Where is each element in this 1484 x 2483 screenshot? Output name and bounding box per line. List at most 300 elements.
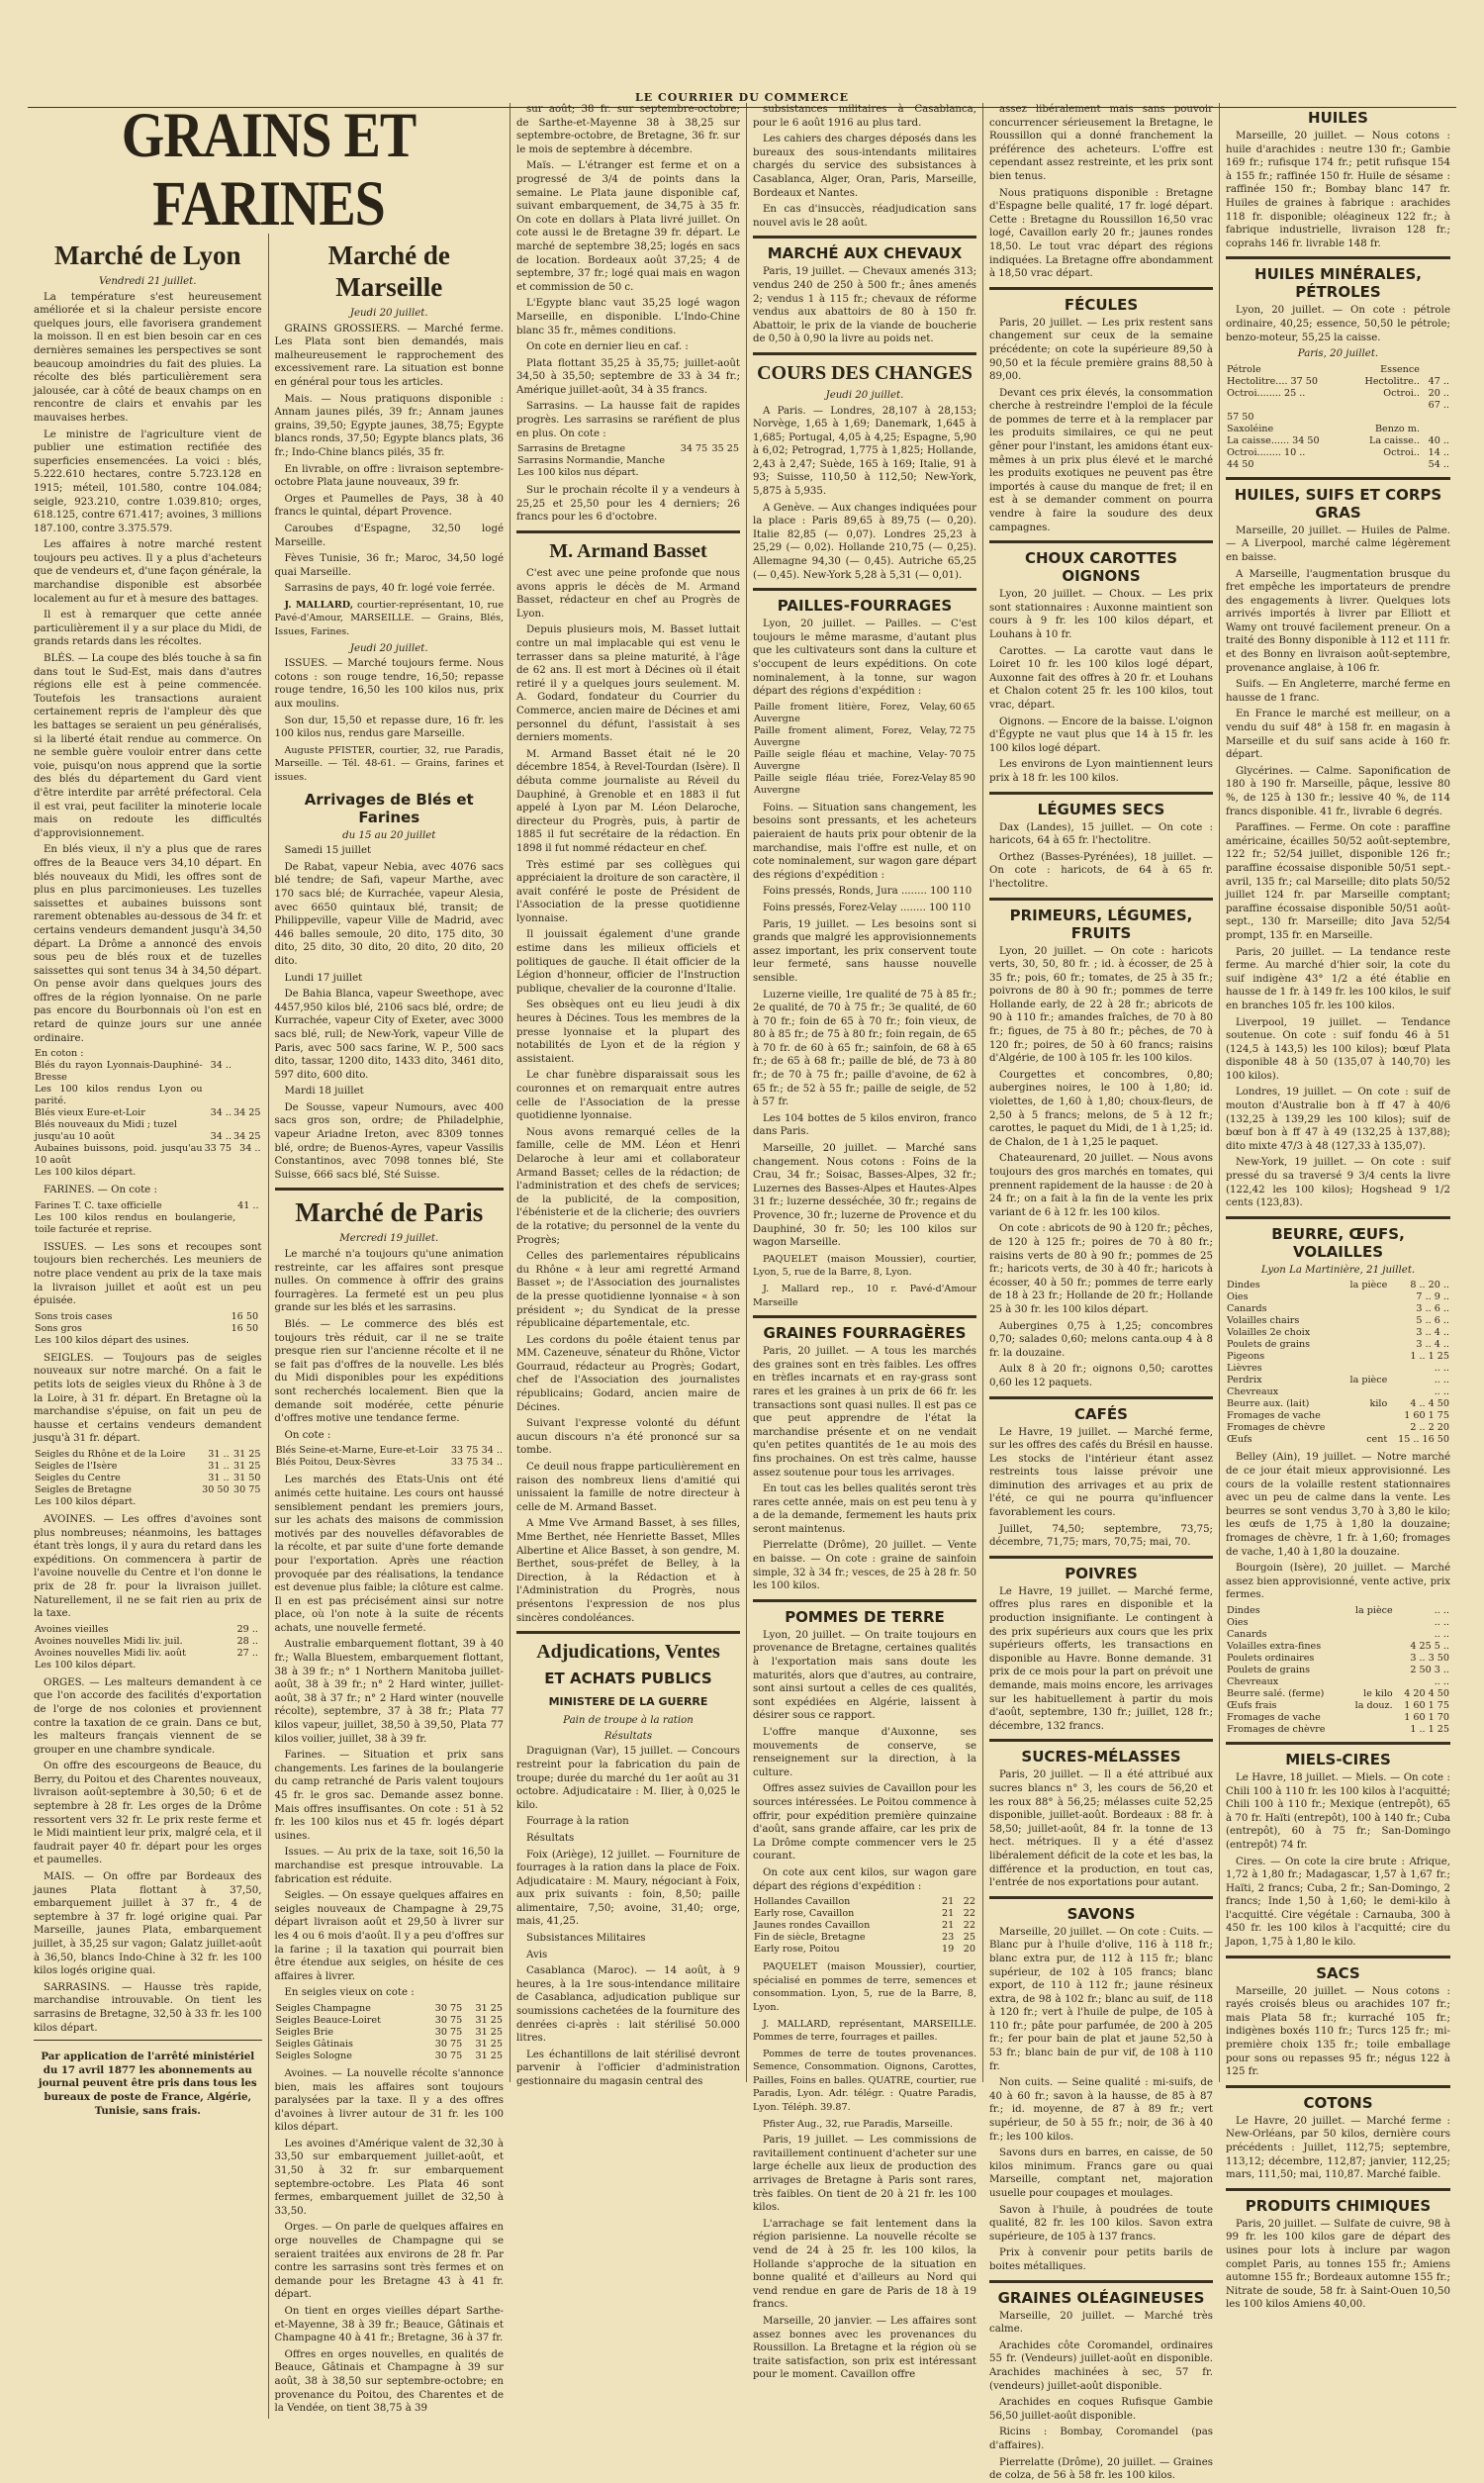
row-value: la pièce — [1349, 1375, 1388, 1386]
paragraph: Très estimé par ses collègues qui appréciaient la droiture de son caractère, il avait conféré le poste de Président de l'Association de la presse quotidienne lyonnaise. — [516, 859, 740, 924]
paragraph: Suifs. — En Angleterre, marché ferme en hausse de 1 franc. — [1226, 679, 1450, 704]
legumes-title: LÉGUMES SECS — [1037, 800, 1165, 818]
paragraph: Mardi 18 juillet — [284, 1086, 364, 1098]
paragraph: En blés vieux, il n'y a plus que de rares offres de la Beauce vers 34,10 départ. En blés nouveaux du Midi, les offres sont de plus en plus parcimonieuses. Les tuzelles saissettes et aubaines buissons sont rarement obtenables au-dessous de 34 fr. et certains vendeurs demandent jusqu'à 34,50 départ. La Drôme a annoncé des envois sous peu de blés roux et de tuzelles saissettes qui sont tenus 34 à 34,50 départ. On pense avoir dans quelques jours des offres de la région lyonnaise. On ne parle pas encore du Bourbonnais où l'on est en retard de quinze jours sur une année ordinaire. — [34, 844, 262, 1044]
pommes-text-4: On cote aux cent kilos, sur wagon gare départ des régions d'expédition : — [753, 1866, 976, 1892]
paragraph: Australie embarquement flottant, 39 à 40 fr.; Walla Bluestem, embarquement flottant, 38 à 39 fr.; n° 1 Northern Manitoba juillet-août, 38 à 39 fr.; n° 2 Hard winter, juillet-août, 38 à 37 fr.; n° 2 Hard winter (nouvelle récolte), septembre, 37 à 38 fr.; Plata 77 kilos vapeur, juillet, 38,50 à 39,50, Plata 77 kilos voilier, juillet, 38 à 39 fr. — [274, 1639, 504, 1745]
row-label: Paille seigle fléau triée, Forez-Velay Auvergne — [754, 772, 948, 796]
lyon-avoines-table — [34, 1624, 262, 1671]
row-value: 30 75 — [434, 2002, 463, 2014]
pommes-text-7: Marseille, 20 janvier. — Les affaires sont assez bonnes avec les provenances du Roussillon. La Bretagne et la région où se traite satisfaction, son prix est intéressant pour le moment. Cavaillon offre — [753, 2315, 976, 2381]
row-value: 1 .. 1 25 — [1410, 1351, 1449, 1363]
paragraph: Glycérines. — Calme. Saponification de 180 à 190 fr. Marseille, pâque, lessive 80 %, de 125 à 130 fr.; lessive 40 %, de 114 francs disponible. 41 fr., livrable 6 degrés. — [1226, 765, 1450, 817]
table-row — [34, 1624, 262, 1636]
oleagineuses-title: GRAINES OLÉAGINEUSES — [997, 2288, 1205, 2307]
column-5 — [983, 103, 1220, 2482]
poivres-title: POIVRES — [1065, 1564, 1138, 1582]
row-value: 27 .. — [236, 1647, 258, 1659]
row-value: .. .. — [1434, 1386, 1449, 1398]
table-row — [275, 2027, 505, 2039]
row-value — [1346, 1724, 1394, 1736]
paragraph: Sarrasins. — La hausse fait de rapides progrès. Les sarrasins se raréfient de plus en plus. On cote : — [516, 401, 740, 439]
divider — [753, 1599, 976, 1602]
divider — [1226, 1742, 1450, 1745]
pommes-text-2: L'offre manque d'Auxonne, ses mouvements de conserve, se renseignement sur la direction, à la culture. — [753, 1727, 976, 1778]
row-value — [232, 1060, 261, 1084]
paragraph: Prix à convenir pour petits barils de boites métalliques. — [989, 2247, 1213, 2272]
paragraph: Fourrage à la ration — [526, 1816, 629, 1828]
row-label: Blés Poitou, Deux-Sèvres — [275, 1457, 396, 1469]
row-value: le kilo — [1363, 1687, 1393, 1699]
arrivages-title: Arrivages de Blés et Farines — [304, 790, 474, 826]
row-label: Sarrasins de Bretagne — [517, 443, 626, 455]
row-value: 34 .. — [210, 1060, 232, 1072]
row-label: Canards — [1227, 1303, 1267, 1315]
row-value: 19 — [942, 1944, 955, 1956]
bourgoin-text: Bourgoin (Isère), 20 juillet. — Marché assez bien approvisionné, vente active, prix fermes. — [1226, 1563, 1450, 1601]
paragraph: Depuis plusieurs mois, M. Basset luttait contre un mal implacable qui est venu le terrasser dans sa pleine maturité, à l'âge de 62 ans. Il est mort à Décines où il était retiré il y a quelques jours seulement. M. A. Godard, fondateur du Courrier du Commerce, ancien maire de Décines et ami personnel du défunt, l'assistait à ses derniers moments. — [516, 624, 740, 744]
row-value — [1343, 1303, 1388, 1315]
chevaux-title: MARCHÉ AUX CHEVAUX — [767, 244, 963, 263]
paragraph: On cote : abricots de 90 à 120 fr.; pêches, de 120 à 125 fr.; poires de 70 à 80 fr.; raisins verts de 80 à 90 fr.; pommes de 25 fr.; haricots verts, de 30 à 40 fr.; haricots à écosser, 40 à 50 fr.; pommes de terre early de 18 à 23 fr.; Hollande de 20 fr.; Hollande 25 à 30 fr. les 100 kilos départ. — [989, 1223, 1213, 1315]
suifs-paragraphs — [1226, 525, 1450, 1210]
mallard-ad-2: J. Mallard rep., 10 r. Pavé-d'Amour Marseille — [753, 1283, 976, 1308]
row-label: Les 100 kilos nus départ. — [517, 467, 639, 479]
paragraph: Marseille, 20 juillet. — Marché sans changement. Nous cotons : Foins de la Crau, 34 fr.; Soisac, Basses-Alpes, 32 fr.; Luzernes des Basses-Alpes et Hautes-Alpes 31 fr.; luzerne desséchée, 30 fr.; regains de Provence, 30 fr.; luzerne de Provence et du Dauphiné, 30 fr. 50; les 100 kilos sur wagon Marseille. — [753, 1143, 976, 1249]
paragraph: De Rabat, vapeur Nebia, avec 4076 sacs blé tendre; de Safi, vapeur Marthe, avec 170 sacs blé; de Kurrachée, vapeur Alesia, avec 6650 quintaux blé, transit; de Philippeville, vapeur Ville de Madrid, avec 446 balles semoule, 20 dito, 175 dito, 30 dito, 25 dito, 30 dito, 20 dito, 20 dito, 20 dito. — [274, 861, 504, 967]
divider — [516, 1631, 740, 1634]
paragraph: Savon à l'huile, à poudrées de toute qualité, 82 fr. les 100 kilos. Savon extra supérieure, de 105 à 137 francs. — [989, 2204, 1213, 2243]
paquelet-ad: PAQUELET (maison Moussier), courtier, Lyon, 5, rue de la Barre, 8, Lyon. — [753, 1253, 976, 1279]
table-row — [753, 702, 976, 725]
row-value — [204, 1167, 232, 1179]
row-value — [260, 1212, 262, 1236]
cafes-title: CAFÉS — [1074, 1404, 1128, 1423]
table-row — [34, 1119, 262, 1131]
sarrasins-table — [516, 443, 740, 479]
row-value: 70 — [949, 748, 962, 760]
row-label: Seigles du Rhône et de la Loire — [35, 1448, 186, 1460]
paragraph: Les 104 bottes de 5 kilos environ, franco dans Paris. — [753, 1112, 976, 1138]
row-label: Jaunes rondes Cavaillon — [754, 1920, 871, 1932]
table-row — [1226, 400, 1450, 412]
divider — [1226, 1956, 1450, 1958]
table-row — [1226, 447, 1450, 459]
row-value — [1347, 412, 1421, 424]
paragraph: Avoines. — La nouvelle récolte s'annonce bien, mais les affaires sont toujours paralysées par la taxe. Il y a des offres d'avoines à livrer autour de 31 fr. les 100 kilos départ. — [274, 2067, 504, 2134]
paragraph: Liverpool, 19 juillet. — Tendance soutenue. On cote : suif fondu 46 à 51 (124,5 à 143,5) les 100 kilos); bœuf Plata disponible 48 à 50 (135,07 à 140,70) les 100 kilos). — [1226, 1016, 1450, 1082]
paragraph: Avis — [526, 1949, 548, 1960]
divider — [989, 1556, 1213, 1559]
row-label: 57 50 — [1227, 411, 1254, 423]
row-value: Essence — [1380, 363, 1420, 375]
row-value: 33 75 — [204, 1143, 232, 1155]
graines-text: Paris, 20 juillet. — A tous les marchés des graines sont en très faibles. Les offres en trèfles incarnats et en ray-grass sont rares et les graines à un prix de 66 fr. les transactions sont quasi nulles. Il est pas ce que peut apprendre de l'état la marchandise présente et on ne vendait qu'en petites quantités de 1e au mois des fins prochaines. On est très calme, hausse assez soutenue pour tous les arrivages. — [753, 1346, 976, 1479]
row-value — [1343, 1315, 1388, 1327]
paragraph: Les cahiers des charges déposés dans les bureaux des sous-intendants militaires chargés du service des subsistances à Casablanca, Alger, Oran, Paris, Marseille, Bordeaux et Nantes. — [753, 134, 976, 199]
row-value: 33 75 — [450, 1457, 479, 1469]
row-value: 34 .. — [210, 1131, 232, 1143]
row-value: 31 25 — [475, 2050, 503, 2061]
row-value: Octroi.. — [1383, 387, 1420, 399]
main-title: GRAINS ET FARINES — [121, 100, 417, 240]
row-label: Les 100 kilos départ des usines. — [35, 1334, 190, 1346]
row-label: Sarrasins Normandie, Manche — [517, 455, 666, 467]
row-value: 3 .. 6 .. — [1416, 1303, 1449, 1315]
paragraph: A Paris. — Londres, 28,107 à 28,153; Norvège, 1,65 à 1,69; Danemark, 1,645 à 1,685; Portugal, 4,05 à 4,25; Espagne, 5,90 à 6,02; Petrograd, 1,775 à 1,825; Hollande, 2,43 à 2,47; Suède, 165 à 169; Italie, 91 à 93; Suisse, 110,50 à 112,50; New-York, 5,875 à 5,935. — [753, 405, 976, 498]
mallard-ad-3: J. MALLARD, représentant, MARSEILLE. Pommes de terre, fourrages et pailles. — [753, 2018, 976, 2044]
divider — [989, 287, 1213, 290]
marseille-issues-2: Son dur, 15,50 et repasse dure, 16 fr. les 100 kilos nus, rendus gare Marseille. — [274, 715, 504, 740]
row-value: 34 .. — [481, 1445, 503, 1457]
row-value — [1346, 1617, 1394, 1629]
row-label: Hectolitre.... 37 50 — [1227, 375, 1319, 387]
row-value — [708, 455, 740, 467]
chevaux-text: Paris, 19 juillet. — Chevaux amenés 313; vendus 240 de 250 à 500 fr.; ânes amenés 2; vendus 1 à 115 fr.; chevaux de réforme vendus aux abattoirs de 80 à 150 fr. Abattoir, le prix de la viande de boucherie de 0,50 à 0,90 la livre au poids net. — [753, 266, 976, 345]
table-row — [753, 1920, 976, 1932]
legumes-text: Dax (Landes), 15 juillet. — On cote : haricots, 64 à 65 fr. l'hectolitre. — [989, 821, 1213, 847]
table-row — [34, 1461, 262, 1473]
choux-text: Lyon, 20 juillet. — Choux. — Les prix sont stationnaires : Auxonne maintient son cours à 9 fr. les 100 kilos départ, et Louhans à 10 fr. — [989, 589, 1213, 640]
row-value: 34 25 — [233, 1131, 261, 1143]
table-row — [34, 1648, 262, 1660]
pailles-text: Lyon, 20 juillet. — Pailles. — C'est toujours le même marasme, d'autant plus que les cultivateurs sont dans la culture et s'occupent de leurs expéditions. On cote nominalement, à la tonne, sur wagon départ des régions d'expédition : — [753, 619, 976, 698]
row-value — [1343, 1422, 1388, 1434]
row-label: Les 100 kilos rendus en boulangerie, toile facturée et reprise. — [35, 1211, 236, 1235]
row-label: Les 100 kilos départ. — [35, 1167, 137, 1179]
row-value: 30 50 — [202, 1483, 230, 1495]
divider — [989, 540, 1213, 543]
row-value: 54 .. — [1428, 458, 1449, 470]
row-label: Blés du rayon Lyonnais-Dauphiné-Bresse — [35, 1060, 203, 1084]
row-label: Seigles Brie — [275, 2026, 334, 2038]
row-value: 30 75 — [434, 2014, 463, 2026]
paragraph: Sur le prochain récolte il y a vendeurs à 25,25 et 25,50 pour les 4 derniers; 26 francs pour les 6 d'octobre. — [516, 485, 740, 524]
row-value — [260, 1200, 262, 1212]
choux-text-4: Les environs de Lyon maintiennent leurs prix à 18 fr. les 100 kilos. — [989, 759, 1213, 784]
quatre-ad: Pommes de terre de toutes provenances. Semence, Consommation. Oignons, Carottes, Pailles, Foins en balles. QUATRE, courtier, rue Paradis, Lyon. Adr. télégr. : Quatre Paradis, Lyon. Téléph. 39.87. — [753, 2048, 976, 2114]
row-label: Seigles de l'Isère — [35, 1460, 118, 1472]
marseille-issues: ISSUES. — Marché toujours ferme. Nous cotons : son rouge tendre, 16,50; repasse rouge tendre, 16,50 les 100 kilos nus, prix aux moulins. — [274, 658, 504, 711]
paris-paragraphs-3 — [275, 2067, 505, 2416]
suifs-title: HUILES, SUIFS ET CORPS GRAS — [1234, 485, 1442, 522]
divider — [516, 530, 740, 533]
beurre-title: BEURRE, ŒUFS, VOLAILLES — [1271, 1224, 1405, 1261]
row-value — [1343, 1410, 1388, 1422]
row-label: Avoines nouvelles Midi liv. juil. — [35, 1635, 183, 1647]
paragraph: A Marseille, l'augmentation brusque du fret empêche les importateurs de prendre des engagements à livrer. Quelques lots arrivés importés à livrer par Elliott et Wamy ont trouvé facilement preneur. On a traité des Bonny disponible à 112 et 111 fr. et des Bonny en livraison août-septembre, provenance anglaise, à 106 fr. — [1226, 568, 1450, 674]
subscription-notice: Par application de l'arrêté ministériel du 17 avril 1877 les abonnements au journal peuvent être pris dans tous les bureaux de poste de France, Algérie, Tunisie, sans frais. — [38, 2051, 257, 2117]
table-row — [753, 1944, 976, 1956]
lyon-issues: ISSUES. — Les sons et recoupes sont toujours bien recherchés. Les meuniers de notre place vendent au prix de la taxe mais la livraison juillet et août est un peu épuisée. — [34, 1241, 262, 1307]
table-row — [516, 443, 740, 455]
row-value: 3 .. 4 .. — [1416, 1339, 1449, 1351]
paragraph: New-York, 19 juillet. — On cote : suif pressé du sa traversé 9 3/4 cents la livre (122,42 les 100 kilos); Hogshead 9 1/2 cents (123,83). — [1226, 1157, 1450, 1209]
table-row — [753, 1908, 976, 1920]
table-row — [275, 1457, 505, 1469]
row-value: 31 50 — [233, 1472, 261, 1483]
row-label: Beurre salé. (ferme) — [1227, 1687, 1325, 1699]
row-value: 31 25 — [475, 2038, 503, 2050]
paragraph: Draguignan (Var), 15 juillet. — Concours restreint pour la fabrication du pain de troupe; durée du marché du 1er août au 31 octobre. Adjudicataire : M. Ilier, à 0,025 le kilo. — [516, 1746, 740, 1811]
oleagineuses-paragraphs — [989, 2310, 1213, 2483]
row-label: Volailles 2e choix — [1227, 1327, 1311, 1339]
paris-date: Mercredi 19 juillet. — [339, 1233, 439, 1245]
changes-date: Jeudi 20 juillet. — [825, 389, 904, 401]
paragraph: Les avoines d'Amérique valent de 32,30 à 33,50 sur embarquement juillet-août, et 31,50 à 32 fr. sur embarquement septembre-octobre. Les Plata 46 sont fermes, embarquement juillet de 32,50 à 33,50. — [274, 2138, 504, 2217]
row-label: Seigles de Bretagne — [35, 1483, 132, 1495]
row-value: 34 75 — [680, 443, 708, 455]
paragraph: En livrable, on offre : livraison septembre-octobre Plata jaune nouveaux, 39 fr. — [274, 463, 504, 489]
paquelet-ad-2: PAQUELET (maison Moussier), courtier, spécialisé en pommes de terre, semences et consommation. Lyon, 5, rue de la Barre, 8, Lyon. — [753, 1961, 976, 2013]
row-value: 15 .. 16 50 — [1398, 1434, 1449, 1446]
row-value: 21 — [942, 1896, 955, 1908]
row-value — [1343, 1327, 1388, 1339]
pailles-table — [753, 702, 976, 797]
paragraph: Mais. — Nous pratiquons disponible : Annam jaunes pilés, 39 fr.; Annam jaunes grains, 39,50; Egypte jaunes, 38,75; Egypte blancs ronds, 37,50; Egypte blancs plats, 36 fr.; Indo-Chine blancs pilés, 35 fr. — [274, 393, 504, 458]
row-label: Pigeons — [1227, 1351, 1265, 1363]
paragraph: assez libéralement mais sans pouvoir concurrencer sérieusement la Bretagne, le Roussillon qui a donné franchement la préférence des acheteurs. L'offre est cependant assez restreinte, et les prix sont bien tenus. — [989, 104, 1213, 182]
table-row — [1226, 1375, 1450, 1386]
table-row — [1226, 376, 1450, 388]
column-3 — [510, 103, 747, 2087]
minerales-title: HUILES MINÉRALES, PÉTROLES — [1254, 265, 1422, 302]
paragraph: Savons durs en barres, en caisse, de 50 kilos minimum. Francs gare ou quai Marseille, comptant net, majoration usuelle pour coupages et moulages. — [989, 2148, 1213, 2199]
paragraph: Aubergines 0,75 à 1,25; concombres 0,70; salades 0,60; melons canta.oup 4 à 8 fr. la douzaine. — [989, 1320, 1213, 1359]
grains-columns — [28, 234, 510, 2419]
row-label: Beurre aux. (lait) — [1227, 1398, 1310, 1410]
table-row — [34, 1335, 262, 1347]
cotons-title: COTONS — [1303, 2093, 1373, 2112]
row-label: Paille froment litière, Forez, Velay, Auvergne — [754, 701, 948, 724]
divider — [34, 2040, 262, 2041]
paragraph: Blés. — Le commerce des blés est toujours très réduit, car il ne se traite presque rien sur l'ancienne récolte et il ne se fait pas d'offres de la nouvelle. Les blés du Midi disponibles pour les expéditions sont recherchés localement. Bien que la demande soit modérée, cette pénurie d'offres motive une tendance ferme. — [274, 1319, 504, 1425]
row-label: Seigles Champagne — [275, 2002, 371, 2014]
paragraph: Samedi 15 juillet — [284, 845, 372, 857]
paragraph: On cote : — [284, 1429, 331, 1441]
row-label: Avoines vieilles — [35, 1623, 109, 1635]
row-value — [232, 1084, 261, 1107]
divider — [753, 1315, 976, 1318]
miels-title: MIELS-CIRES — [1285, 1750, 1391, 1768]
divider — [753, 236, 976, 239]
table-row — [275, 2051, 505, 2062]
row-value: 3 .. 3 50 — [1410, 1652, 1449, 1664]
table-row — [1226, 1617, 1450, 1629]
paragraph: Maïs. — L'étranger est ferme et on a progressé de 3/4 de points dans la semaine. Le Plata jaune disponible caf, suivant embarquement, de 34,75 à 35 fr. On cote en dollars à Plata livré juillet. On cote aussi le de Bretagne 39 fr. départ. Le marché de septembre 38,25; logés en sacs de location. Bordeaux août 37,25; 4 de septembre, 37 fr.; logé quai mais en wagon et commission de 50 c. — [516, 160, 740, 293]
table-row — [34, 1060, 262, 1084]
row-label: jusqu'au 10 août — [35, 1131, 115, 1143]
table-row — [1226, 412, 1450, 424]
paris-paragraphs — [275, 1248, 505, 1442]
row-value — [259, 1624, 262, 1636]
column-marseille-paris — [269, 234, 510, 2419]
paragraph: Ses obsèques ont eu lieu jeudi à dix heures à Décines. Tous les membres de la presse lyonnaise et la plupart des notabilités de Lyon et de la région y assistaient. — [516, 1000, 740, 1065]
divider — [1226, 477, 1450, 480]
row-value: 34 .. — [239, 1143, 261, 1155]
ministere-heading: MINISTERE DE LA GUERRE — [548, 1695, 708, 1709]
lyon-mais: MAIS. — On offre par Bordeaux des jaunes Plata flottant à 37,50, embarquement juillet à 37 fr., 4 de septembre à 37 fr. logé origine quai. Par Marseille, jaunes Plata, embarquement juillet, à 35,25 sur vagon; Galatz juillet-août à 36,50, blancs Indo-Chine à 32 fr. les 100 kilos logés origine quai. — [34, 1871, 262, 1977]
pailles-paragraphs — [753, 802, 976, 1250]
paragraph: Foins pressés, Forez-Velay ........ 100 110 — [763, 902, 972, 913]
row-value: 67 .. — [1428, 399, 1449, 411]
row-value: Benzo m. — [1374, 423, 1420, 434]
divider — [1226, 256, 1450, 259]
paragraph: Foins pressés, Ronds, Jura ........ 100 110 — [763, 886, 973, 898]
lyon-farines: FARINES. — On cote : — [44, 1185, 157, 1196]
paragraph: Courgettes et concombres, 0,80; aubergines noires, le 100 à 1,80; id. violettes, de 1,60 à 1,80; choux-fleurs, de 2,50 à 5 francs; melons, de 5 à 12 fr.; carottes, le paquet du Midi, de 1 à 1,25; id. de Chalon, de 1 à 1,25 le paquet. — [989, 1069, 1213, 1148]
row-label: Fin de siècle, Bretagne — [754, 1932, 866, 1944]
row-label: Blés Seine-et-Marne, Eure-et-Loir — [275, 1445, 438, 1457]
table-row — [1226, 1641, 1450, 1653]
pommes-continuation — [989, 103, 1213, 281]
row-value: 31 .. — [208, 1460, 230, 1472]
lyon-issues-table — [34, 1311, 262, 1347]
row-value — [1346, 1676, 1394, 1688]
row-value: 22 — [963, 1908, 975, 1920]
row-value — [231, 1496, 262, 1508]
marseille-date: Jeudi 20 juillet. — [349, 308, 428, 319]
row-value: la pièce — [1354, 1604, 1393, 1616]
row-value — [708, 467, 740, 479]
table-row — [753, 773, 976, 797]
table-row — [275, 1445, 505, 1457]
row-value — [1346, 1712, 1394, 1724]
row-value — [1343, 1339, 1388, 1351]
row-value: .. .. — [1434, 1375, 1449, 1386]
row-value — [1346, 1665, 1394, 1676]
arrivages-sub: du 15 au 20 juillet — [342, 829, 436, 841]
row-value — [1347, 459, 1421, 471]
paragraph: Offres en orges nouvelles, en qualités de Beauce, Gâtinais et Champagne à 39 sur août, 38 à 38,50 sur septembre-octobre; en provenance du Poitou, des Charentes et de la Vendée, on tient 38,75 à 39 — [274, 2348, 504, 2415]
row-label: Paille froment aliment, Forez, Velay, Auvergne — [754, 724, 948, 748]
sarrasins-note — [516, 484, 740, 525]
row-value: 29 .. — [236, 1623, 258, 1635]
table-row — [34, 1048, 262, 1060]
sacs-text: Marseille, 20 juillet. — Nous cotons : rayés croisés bleus ou arachides 107 fr.; mais Plata 58 fr.; kurraché 105 fr.; indigènes boxés 110 fr.; Turcs 125 fr.; mi-première choix 135 fr.; toile emballage pour sons ou repasses 95 fr.; négus 122 à 125 fr. — [1226, 1985, 1450, 2078]
row-label: Farines T. C. taxe officielle — [35, 1199, 162, 1211]
paragraph: C'est avec une peine profonde que nous avons appris le décès de M. Armand Basset, rédacteur en chef au Progrès de Lyon. — [516, 568, 740, 620]
row-label: Seigles Gâtinais — [275, 2038, 353, 2050]
paris-ble-table — [275, 1445, 505, 1469]
paragraph: Marseille, 20 juillet. — On cote : Cuits. — Blanc pur à l'huile d'olive, 116 à 118 fr.; blanc extra pur, de 112 à 115 fr.; blanc supérieur, de 102 à 105 francs; blanc export, de 110 à 112 fr.; jaune résineux extra, de 98 à 102 fr.; blanc au suif, de 118 à 120 fr.; vert à l'huile de pulpe, de 105 à 110 fr.; pâte pour parfumée, de 200 à 205 fr.; fer pour bain de plat et jaune 52,50 à 53 fr.; blanc bain de pur vif, de 108 à 110 fr. — [989, 1926, 1213, 2072]
row-value — [1347, 400, 1421, 412]
table-row — [34, 1311, 262, 1323]
column-6 — [1220, 103, 1456, 2311]
paragraph: Orges. — On parle de quelques affaires en orge nouvelles de Champagne qui se seraient traitées aux environs de 28 fr. Par contre les sarrasins sont très fermes et on demande pour les Bretagne 43 à 41 fr. départ. — [274, 2222, 504, 2301]
row-value: 1 60 1 70 — [1404, 1711, 1449, 1723]
paragraph: GRAINS GROSSIERS. — Marché ferme. Les Plata sont bien demandés, mais malheureusement le rapprochement des excessivement rare. La situation est bonne en général pour tous les articles. — [274, 323, 504, 388]
row-value — [224, 1335, 259, 1347]
miels-paragraphs — [1226, 1771, 1450, 1950]
table-row — [1226, 1410, 1450, 1422]
row-label: Perdrix — [1227, 1375, 1262, 1386]
row-value: 34 25 — [233, 1107, 261, 1119]
beurre-table — [1226, 1280, 1450, 1446]
row-value: 31 25 — [233, 1460, 261, 1472]
paragraph: Lyon, 20 juillet. — On cote : haricots verts, 30, 50, 80 fr. ; id. à écosser, de 25 à 35 fr.; pois, 60 fr.; tomates, de 25 à 35 fr.; poivrons de 80 à 90 fr.; pommes de terre Hollande early, de 22 à 28 fr.; abricots de 90 à 110 fr.; amandes fraîches, de 70 à 80 fr.; figues, de 75 à 80 fr.; pêches, de 70 à 120 fr.; poires, de 50 à 60 francs; raisins d'Algérie, de 100 à 105 fr. les 100 kilos. — [989, 945, 1213, 1065]
row-value: 4 20 4 50 — [1404, 1687, 1449, 1699]
paragraph: Arachides côte Coromandel, ordinaires 55 fr. (Vendeurs) juillet-août en disponible. Arachides machinées à sec, 57 fr. (vendeurs) juillet-août disponible. — [989, 2340, 1213, 2392]
belley-text: Belley (Ain), 19 juillet. — Notre marché de ce jour était mieux approvisionné. Les cours de la volaille restent stationnaires avec un peu de calme dans la vente. Les beurres se sont vendus 3,70 à 3,80 le kilo; les œufs de 1,75 à 1,80 la douzaine; fromages de chèvre, 1 fr. à 1,60; fromages de vache, 1,40 à 1,80 la douzaine. — [1226, 1452, 1450, 1558]
sucres-title: SUCRES-MÉLASSES — [1021, 1748, 1181, 1767]
table-row — [34, 1660, 262, 1671]
table-row — [1226, 1339, 1450, 1351]
table-row — [1226, 1351, 1450, 1363]
row-value: 35 25 — [711, 443, 739, 455]
lyon-avoines: AVOINES. — Les offres d'avoines sont plus nombreuses; néanmoins, les battages étant très longs, il y aura du retard dans les expéditions. On commencera à partir de l'avoine nouvelle du Centre et l'on donne le prix de 28 fr. pour la livraison juillet. Naturellement, il ne se fait rien au prix de la taxe. — [34, 1513, 262, 1620]
row-label: Hollandes Cavaillon — [754, 1896, 851, 1908]
table-row — [753, 1896, 976, 1908]
row-value — [1343, 1291, 1388, 1303]
row-value: 20 .. — [1428, 387, 1449, 399]
row-value — [1421, 412, 1450, 424]
adjudications-title: Adjudications, Ventes — [536, 1641, 720, 1664]
pain-heading: Pain de troupe à la ration — [563, 1715, 694, 1727]
row-label — [1226, 400, 1347, 412]
paragraph: De Bahia Blanca, vapeur Sweethope, avec 4457,950 kilos blé, 2106 sacs blé, ordre; de Kurrachée, vapeur City of Exeter, avec 3000 sacs blé, rull; de New-York, vapeur Ville de Paris, avec 500 sacs farine, W. P., 500 sacs dito, tassar, 1200 dito, 1433 dito, 3461 dito, 597 dito, 600 dito. — [274, 989, 504, 1081]
paragraph: En cas d'insuccès, réadjudication sans nouvel avis le 28 août. — [753, 204, 976, 229]
pfister-ad-2: Pfister Aug., 32, rue Paradis, Marseille. — [763, 2118, 954, 2130]
table-row — [1226, 459, 1450, 471]
row-value: 75 — [963, 724, 975, 736]
divider — [989, 1739, 1213, 1742]
row-label: Paille seigle fléau et machine, Velay-Auvergne — [754, 748, 948, 772]
mallard-ad-name: J. MALLARD, — [284, 599, 354, 611]
row-value: 30 75 — [233, 1483, 261, 1495]
row-value — [232, 1048, 261, 1060]
cafes-text-2: Juillet, 74,50; septembre, 73,75; décembre, 71,75; mars, 70,75; mai, 70. — [989, 1523, 1213, 1549]
row-value: 30 75 — [434, 2038, 463, 2050]
row-value — [1346, 1641, 1394, 1653]
paragraph: Ricins : Bombay, Coromandel (pas d'affaires). — [989, 2427, 1213, 2451]
row-value: 7 .. 9 .. — [1416, 1291, 1449, 1303]
row-value — [1343, 1363, 1388, 1375]
table-row — [516, 467, 740, 479]
row-value: 31 25 — [475, 2002, 503, 2014]
row-label: Fromages de chèvre — [1227, 1723, 1326, 1735]
paragraph: Issues. — Au prix de la taxe, soit 16,50 la marchandise est presque introuvable. La fabrication est réduite. — [274, 1847, 504, 1885]
row-label: Fromages de chèvre — [1227, 1422, 1326, 1434]
paragraph: On tient en orges vieilles départ Sarthe-et-Mayenne, 38 à 39 fr.; Beauce, Gâtinais et Champagne 40 à 41 fr.; Bretagne, 36 à 37 fr. — [274, 2306, 504, 2344]
row-value — [204, 1084, 232, 1107]
table-row — [1226, 424, 1450, 435]
arrivages-paragraphs — [275, 844, 505, 1182]
adjudications-paragraphs — [516, 1745, 740, 2088]
row-label: Seigles Sologne — [275, 2050, 352, 2061]
paragraph: Le Havre, 18 juillet. — Miels. — On cote : Chili 100 à 110 fr. les 100 kilos à l'acquitté; Chili 100 à 110 fr.; Mexique (entrepôt), 65 à 70 fr. Haïti (entrepôt), 100 à 140 fr.; Cuba (entrepôt), 60 à 75 fr.; San-Domingo (entrepôt) 74 fr. — [1226, 1771, 1450, 1851]
pommes-text-3: Offres assez suivies de Cavaillon pour les sources intéressées. Le Poitou commence à offrir, pour expédition première quinzaine d'août, sans grande affaire, car les prix de La Drôme compte commencer vers le 25 courant. — [753, 1783, 976, 1862]
table-row — [1226, 1386, 1450, 1398]
paragraph: L'Egypte blanc vaut 35,25 logé wagon Marseille, en disponible. L'Indo-Chine blanc 35 fr., mêmes conditions. — [516, 298, 740, 336]
minerales-paris: Paris, 20 juillet. — [1297, 348, 1379, 360]
row-label: Volailles extra-fines — [1227, 1640, 1322, 1652]
paragraph: subsistances militaires à Casablanca, pour le 6 août 1916 au plus tard. — [753, 104, 976, 129]
row-value — [1346, 1653, 1394, 1665]
row-value — [1343, 1351, 1388, 1363]
paragraph: Ce deuil nous frappe particulièrement en raison des nombreux liens d'amitié qui unissaient la famille de notre directeur à celle de M. Armand Basset. — [516, 1462, 740, 1513]
table-row — [34, 1200, 262, 1212]
paragraph: Arachides en coques Rufisque Gambie 56,50 juillet-août disponible. — [989, 2397, 1213, 2422]
row-value: 1 .. 1 25 — [1410, 1723, 1449, 1735]
mallard-ad — [275, 599, 505, 639]
marseille-title: Marché de Marseille — [327, 240, 450, 302]
paragraph: De Sousse, vapeur Numours, avec 400 sacs gros son, ordre; de Philadelphie, vapeur Ariadne Ireton, avec 8309 tonnes blé, ordre; de Buenos-Ayres, vapeur Vassilis Constantinos, avec 7098 tonnes blé, Ste Suisse, 666 sacs blé, Sté Suisse. — [274, 1101, 504, 1181]
row-value: 25 — [963, 1932, 975, 1944]
row-value: 3 .. 4 .. — [1416, 1327, 1449, 1339]
pfister-ad: Auguste PFISTER, courtier, 32, rue Paradis, Marseille. — Tél. 48-61. — Grains, farines et issues. — [274, 744, 504, 783]
sucres-text: Paris, 20 juillet. — Il a été attribué aux sucres blancs n° 3, les cours de 56,20 et les roux 88° à 56,25; mélasses cuite 52,25 disponible, juillet-août. Bordeaux : 88 fr. à 58,50; juillet-août, 84 fr. la tonne de 13 hect. métriques. Il y a été d'assez libéralement déficit de la cote et les bas, la différence et la production, en tout cas, l'entrée de nos exportations pour autant. — [989, 1769, 1213, 1889]
